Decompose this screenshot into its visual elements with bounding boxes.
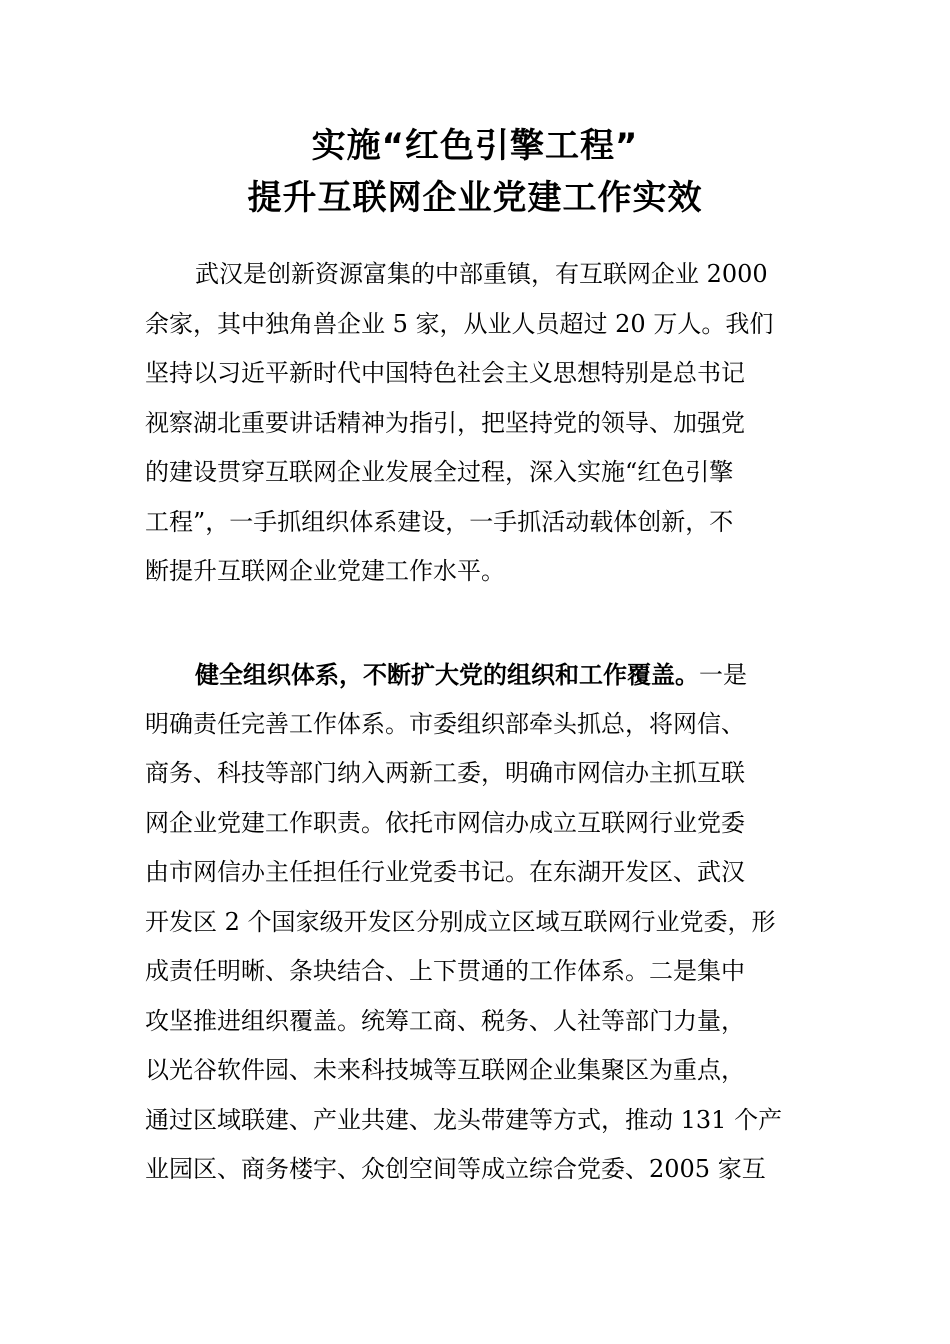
title-line-1: 实施“红色引擎工程” <box>311 126 639 166</box>
paragraph-line: 的建设贯穿互联网企业发展全过程，深入实施“红色引擎 <box>145 458 734 486</box>
title-line-2: 提升互联网企业党建工作实效 <box>247 178 703 218</box>
paragraph-line: 攻坚推进组织覆盖。统筹工商、税务、人社等部门力量， <box>145 1006 745 1035</box>
paragraph-line: 以光谷软件园、未来科技城等互联网企业集聚区为重点， <box>145 1056 745 1084</box>
paragraph-organization <box>145 650 810 1195</box>
paragraph-intro <box>145 250 810 597</box>
paragraph-line: 武汉是创新资源富集的中部重镇，有互联网企业 2000 <box>195 260 768 288</box>
paragraph-line: 商务、科技等部门纳入两新工委，明确市网信办主抓互联 <box>145 759 745 787</box>
paragraph-line: 断提升互联网企业党建工作水平。 <box>145 557 505 585</box>
paragraph-line: 业园区、商务楼宇、众创空间等成立综合党委、2005 家互 <box>145 1155 766 1183</box>
paragraph-line-rest: 一是 <box>699 661 747 689</box>
paragraph-line: 成责任明晰、条块结合、上下贯通的工作体系。二是集中 <box>145 957 745 985</box>
paragraph-line: 坚持以习近平新时代中国特色社会主义思想特别是总书记 <box>145 359 745 387</box>
paragraph-line: 开发区 2 个国家级开发区分别成立区域互联网行业党委，形 <box>145 907 776 936</box>
paragraph-line: 网企业党建工作职责。依托市网信办成立互联网行业党委 <box>145 808 745 837</box>
paragraph-line: 通过区域联建、产业共建、龙头带建等方式，推动 131 个产 <box>145 1105 783 1134</box>
paragraph-line: 工程”，一手抓组织体系建设，一手抓活动载体创新，不 <box>145 507 734 536</box>
paragraph-line: 明确责任完善工作体系。市委组织部牵头抓总，将网信、 <box>145 709 745 738</box>
paragraph-line: 余家，其中独角兽企业 5 家，从业人员超过 20 万人。我们 <box>145 309 774 338</box>
paragraph-line: 由市网信办主任担任行业党委书记。在东湖开发区、武汉 <box>145 858 745 886</box>
paragraph-line: 视察湖北重要讲话精神为指引，把坚持党的领导、加强党 <box>145 408 745 437</box>
paragraph-first-line <box>145 650 810 700</box>
paragraph-lead-heading: 健全组织体系，不断扩大党的组织和工作覆盖。 <box>195 660 699 689</box>
